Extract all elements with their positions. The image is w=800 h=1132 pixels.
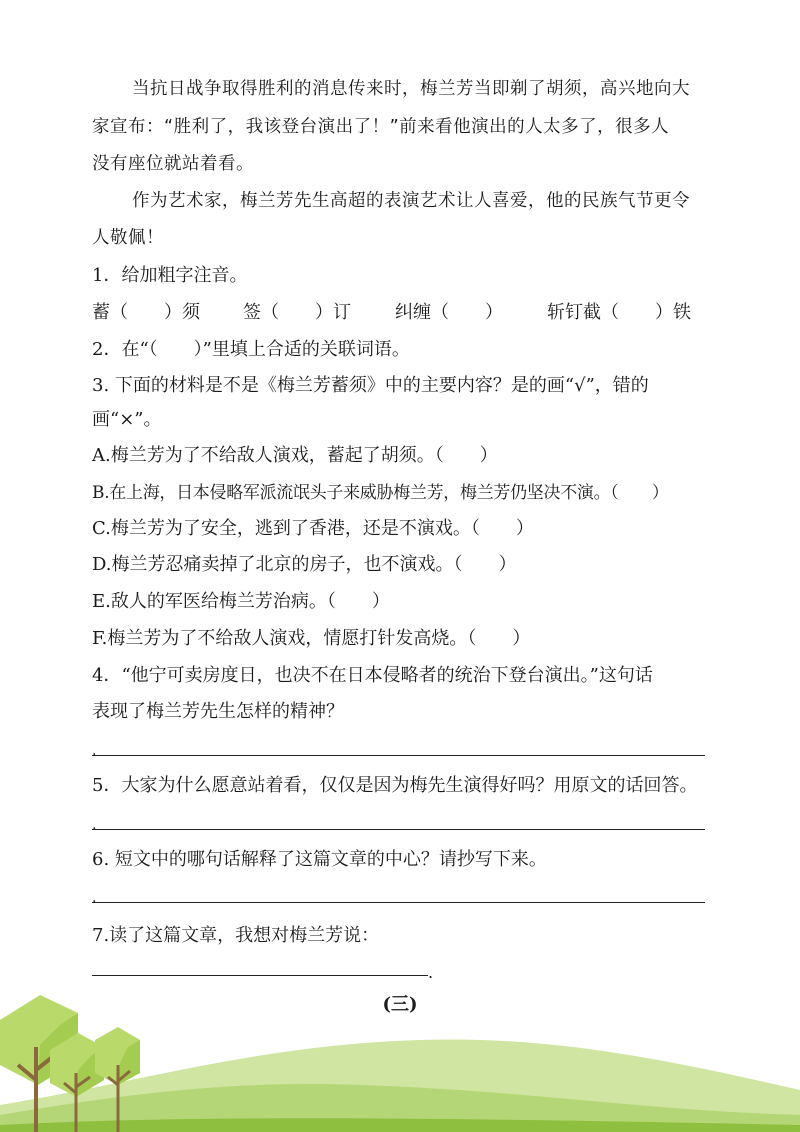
q3-option-c: C.梅兰芳为了安全，逃到了香港，还是不演戏。（ ） (92, 518, 534, 539)
section-title: (三) (382, 994, 418, 1015)
q5-answer-dot: . (92, 817, 97, 833)
q6-answer-line[interactable] (92, 902, 705, 903)
q3-option-e: E.敌人的军医给梅兰芳治病。（ ） (92, 591, 390, 612)
question-3-prompt-line-1: 3. 下面的材料是不是《梅兰芳蓄须》中的主要内容？是的画“√”，错的 (92, 375, 649, 396)
q7-answer-line[interactable] (92, 975, 428, 976)
q4-answer-line[interactable] (92, 755, 705, 756)
q3-option-b: B.在上海，日本侵略军派流氓头子来威胁梅兰芳，梅兰芳仍坚决不演。（ ） (92, 483, 669, 503)
q7-answer-period: . (428, 963, 434, 982)
question-7-prompt: 7.读了这篇文章，我想对梅兰芳说： (92, 925, 380, 946)
question-4-prompt-line-1: 4．“他宁可卖房度日，也决不在日本侵略者的统治下登台演出。”这句话 (92, 665, 653, 686)
q1-item-jie: 斩钉截（ ）铁 (547, 302, 691, 323)
q3-option-f: F.梅兰芳为了不给敌人演戏，情愿打针发高烧。（ ） (92, 628, 531, 649)
passage-paragraph-2-line-2: 人敬佩！ (92, 228, 164, 248)
question-4-prompt-line-2: 表现了梅兰芳先生怎样的精神？ (92, 701, 344, 722)
passage-paragraph-2-line-1: 作为艺术家，梅兰芳先生高超的表演艺术让人喜爱，他的民族气节更令 (132, 191, 690, 211)
q1-item-qian: 签（ ）订 (243, 302, 351, 323)
question-6-prompt: 6. 短文中的哪句话解释了这篇文章的中心？请抄写下来。 (92, 849, 547, 870)
question-1-prompt: 1．给加粗字注音。 (92, 265, 248, 286)
question-5-prompt: 5．大家为什么愿意站着看，仅仅是因为梅先生演得好吗？用原文的话回答。 (92, 775, 698, 796)
q5-answer-line[interactable] (92, 829, 705, 830)
q3-option-a: A.梅兰芳为了不给敌人演戏，蓄起了胡须。（ ） (92, 445, 498, 466)
passage-paragraph-1-line-2: 家宣布：“胜利了，我该登台演出了！”前来看他演出的人太多了，很多人 (92, 117, 670, 137)
landscape-illustration (0, 985, 800, 1132)
q3-option-d: D.梅兰芳忍痛卖掉了北京的房子，也不演戏。（ ） (92, 554, 517, 575)
q1-item-xu: 蓄（ ）须 (92, 302, 200, 323)
q4-answer-dot: . (92, 743, 97, 759)
question-3-prompt-line-2: 画“×”。 (92, 409, 162, 430)
q1-item-chan: 纠缠（ ） (395, 302, 503, 323)
passage-paragraph-1-line-3: 没有座位就站着看。 (92, 154, 254, 174)
q6-answer-dot: . (92, 890, 97, 906)
question-2-prompt: 2．在“（ ）”里填上合适的关联词语。 (92, 339, 410, 360)
passage-paragraph-1-line-1: 当抗日战争取得胜利的消息传来时，梅兰芳当即剃了胡须，高兴地向大 (132, 79, 690, 99)
